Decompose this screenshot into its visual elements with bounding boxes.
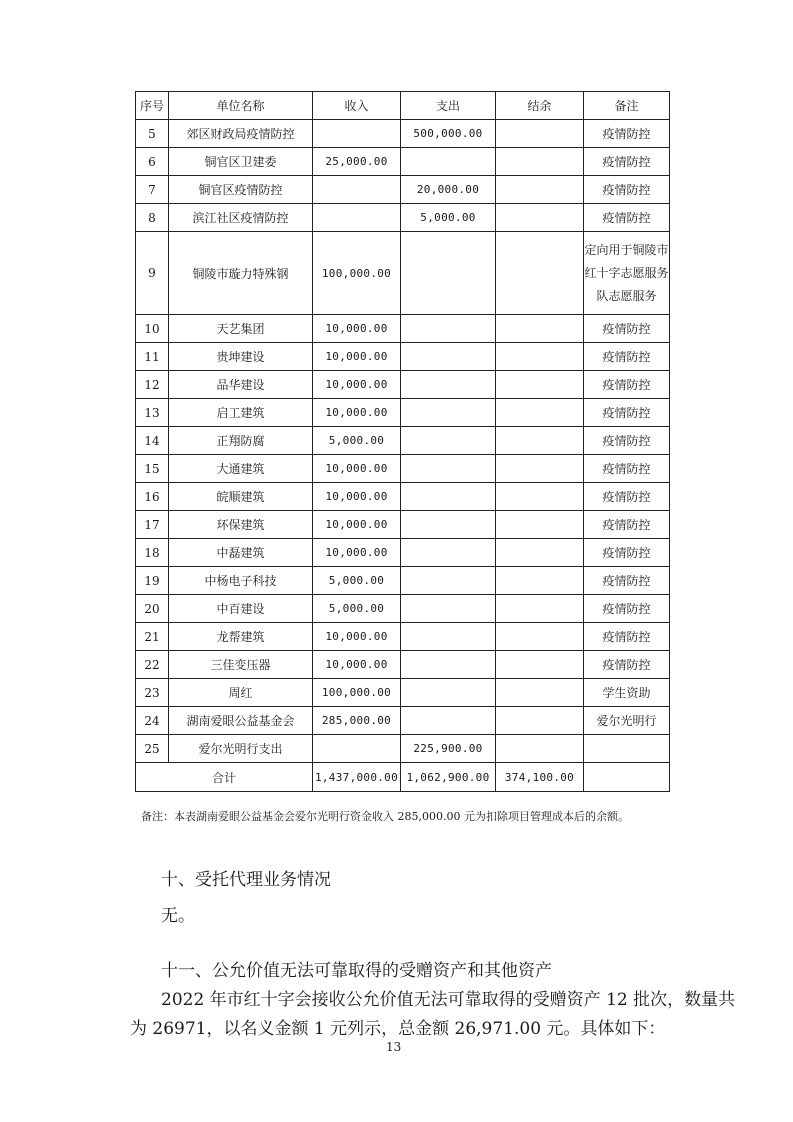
row-balance: [496, 679, 584, 707]
row-note: 定向用于铜陵市红十字志愿服务队志愿服务: [584, 232, 670, 315]
table-row: [136, 148, 670, 176]
table-row: [136, 679, 670, 707]
row-balance: [496, 595, 584, 623]
row-name: 中磊建筑: [169, 539, 313, 567]
total-income: 1,437,000.00: [313, 763, 401, 792]
row-balance: [496, 232, 584, 315]
table-row: [136, 567, 670, 595]
total-row: [136, 763, 670, 792]
row-no: 14: [136, 427, 169, 455]
row-expense: [401, 623, 496, 651]
row-balance: [496, 511, 584, 539]
row-note: 疫情防控: [584, 204, 670, 232]
row-no: 7: [136, 176, 169, 204]
row-note: 疫情防控: [584, 427, 670, 455]
row-name: 郊区财政局疫情防控: [169, 120, 313, 148]
row-income: [313, 204, 401, 232]
row-no: 23: [136, 679, 169, 707]
row-income: [313, 735, 401, 763]
row-name: 正翔防腐: [169, 427, 313, 455]
table-row: [136, 539, 670, 567]
row-name: 湖南爱眼公益基金会: [169, 707, 313, 735]
total-expense: 1,062,900.00: [401, 763, 496, 792]
row-note: 疫情防控: [584, 148, 670, 176]
row-income: 10,000.00: [313, 371, 401, 399]
row-expense: [401, 399, 496, 427]
row-income: 10,000.00: [313, 343, 401, 371]
row-note: 疫情防控: [584, 651, 670, 679]
row-balance: [496, 455, 584, 483]
row-balance: [496, 343, 584, 371]
row-note: 疫情防控: [584, 120, 670, 148]
row-no: 15: [136, 455, 169, 483]
row-expense: [401, 483, 496, 511]
row-balance: [496, 204, 584, 232]
table-body: [136, 120, 670, 763]
row-name: 铜官区疫情防控: [169, 176, 313, 204]
section-10-heading: 十、受托代理业务情况: [161, 870, 331, 890]
table-footnote: 备注：本表湖南爱眼公益基金会爱尔光明行资金收入 285,000.00 元为扣除项目管理成本后的余额。: [141, 810, 629, 823]
row-note: 疫情防控: [584, 539, 670, 567]
header-income: 收入: [313, 92, 401, 120]
row-no: 6: [136, 148, 169, 176]
table-row: [136, 735, 670, 763]
header-note: 备注: [584, 92, 670, 120]
row-name: 环保建筑: [169, 511, 313, 539]
row-no: 8: [136, 204, 169, 232]
section-11-heading: 十一、公允价值无法可靠取得的受赠资产和其他资产: [161, 961, 552, 981]
row-name: 爱尔光明行支出: [169, 735, 313, 763]
row-note: 疫情防控: [584, 483, 670, 511]
row-note: 学生资助: [584, 679, 670, 707]
row-no: 5: [136, 120, 169, 148]
row-no: 13: [136, 399, 169, 427]
row-income: 10,000.00: [313, 483, 401, 511]
row-no: 21: [136, 623, 169, 651]
section-11-line-1: 2022 年市红十字会接收公允价值无法可靠取得的受赠资产 12 批次，数量共: [161, 990, 736, 1010]
row-expense: [401, 511, 496, 539]
row-income: 5,000.00: [313, 427, 401, 455]
row-note: 疫情防控: [584, 623, 670, 651]
row-note: 疫情防控: [584, 511, 670, 539]
table-row: [136, 343, 670, 371]
row-expense: [401, 371, 496, 399]
row-no: 22: [136, 651, 169, 679]
table-header-row: [136, 92, 670, 120]
row-name: 天艺集团: [169, 315, 313, 343]
row-expense: [401, 595, 496, 623]
row-name: 皖顺建筑: [169, 483, 313, 511]
row-name: 中百建设: [169, 595, 313, 623]
row-balance: [496, 371, 584, 399]
row-income: 100,000.00: [313, 679, 401, 707]
row-expense: [401, 427, 496, 455]
row-expense: 20,000.00: [401, 176, 496, 204]
row-name: 贵坤建设: [169, 343, 313, 371]
row-income: 10,000.00: [313, 623, 401, 651]
row-no: 16: [136, 483, 169, 511]
table-row: [136, 455, 670, 483]
table-row: [136, 595, 670, 623]
header-balance: 结余: [496, 92, 584, 120]
table-row: [136, 427, 670, 455]
row-no: 11: [136, 343, 169, 371]
table-row: [136, 120, 670, 148]
row-balance: [496, 539, 584, 567]
row-name: 铜官区卫建委: [169, 148, 313, 176]
row-note: 疫情防控: [584, 371, 670, 399]
row-income: 10,000.00: [313, 539, 401, 567]
table-row: [136, 371, 670, 399]
row-income: 10,000.00: [313, 455, 401, 483]
row-name: 周红: [169, 679, 313, 707]
row-name: 三佳变压器: [169, 651, 313, 679]
row-name: 铜陵市璇力特殊钢: [169, 232, 313, 315]
row-name: 品华建设: [169, 371, 313, 399]
row-balance: [496, 623, 584, 651]
section-10-body: 无。: [161, 906, 195, 926]
row-income: 100,000.00: [313, 232, 401, 315]
row-income: [313, 176, 401, 204]
row-income: 10,000.00: [313, 399, 401, 427]
row-no: 20: [136, 595, 169, 623]
row-name: 大通建筑: [169, 455, 313, 483]
row-expense: [401, 679, 496, 707]
header-expense: 支出: [401, 92, 496, 120]
table-row: [136, 399, 670, 427]
table-row: [136, 623, 670, 651]
row-balance: [496, 399, 584, 427]
row-expense: [401, 455, 496, 483]
total-balance: 374,100.00: [496, 763, 584, 792]
row-note: 疫情防控: [584, 567, 670, 595]
row-no: 19: [136, 567, 169, 595]
row-expense: [401, 651, 496, 679]
row-income: 10,000.00: [313, 651, 401, 679]
row-balance: [496, 176, 584, 204]
row-note: 爱尔光明行: [584, 707, 670, 735]
row-name: 龙帮建筑: [169, 623, 313, 651]
row-no: 25: [136, 735, 169, 763]
table-row: [136, 315, 670, 343]
row-note: 疫情防控: [584, 595, 670, 623]
row-note: 疫情防控: [584, 176, 670, 204]
row-no: 9: [136, 232, 169, 315]
row-expense: [401, 315, 496, 343]
row-balance: [496, 148, 584, 176]
row-no: 12: [136, 371, 169, 399]
row-balance: [496, 483, 584, 511]
row-income: 10,000.00: [313, 315, 401, 343]
row-balance: [496, 427, 584, 455]
row-income: 5,000.00: [313, 595, 401, 623]
row-no: 17: [136, 511, 169, 539]
row-no: 10: [136, 315, 169, 343]
table-row: [136, 176, 670, 204]
row-expense: [401, 343, 496, 371]
table-row: [136, 707, 670, 735]
row-note: [584, 735, 670, 763]
row-name: 中杨电子科技: [169, 567, 313, 595]
table-row: [136, 232, 670, 315]
table-row: [136, 204, 670, 232]
row-name: 滨江社区疫情防控: [169, 204, 313, 232]
table-row: [136, 511, 670, 539]
row-income: 10,000.00: [313, 511, 401, 539]
row-balance: [496, 735, 584, 763]
row-balance: [496, 120, 584, 148]
row-balance: [496, 651, 584, 679]
row-expense: [401, 148, 496, 176]
section-11-line-2: 为 26971，以名义金额 1 元列示，总金额 26,971.00 元。具体如下：: [130, 1019, 666, 1039]
header-no: 序号: [136, 92, 169, 120]
row-expense: [401, 539, 496, 567]
row-no: 24: [136, 707, 169, 735]
row-income: 25,000.00: [313, 148, 401, 176]
row-note: 疫情防控: [584, 343, 670, 371]
total-note: [584, 763, 670, 792]
row-expense: 225,900.00: [401, 735, 496, 763]
row-expense: [401, 232, 496, 315]
row-balance: [496, 315, 584, 343]
row-balance: [496, 567, 584, 595]
table-row: [136, 651, 670, 679]
row-income: [313, 120, 401, 148]
row-balance: [496, 707, 584, 735]
row-income: 5,000.00: [313, 567, 401, 595]
table-row: [136, 483, 670, 511]
header-name: 单位名称: [169, 92, 313, 120]
donation-table: [135, 91, 670, 792]
row-expense: 500,000.00: [401, 120, 496, 148]
page-number: 13: [386, 1040, 402, 1054]
row-expense: 5,000.00: [401, 204, 496, 232]
row-note: 疫情防控: [584, 399, 670, 427]
row-name: 启工建筑: [169, 399, 313, 427]
row-expense: [401, 567, 496, 595]
row-expense: [401, 707, 496, 735]
row-income: 285,000.00: [313, 707, 401, 735]
row-no: 18: [136, 539, 169, 567]
row-note: 疫情防控: [584, 315, 670, 343]
row-note: 疫情防控: [584, 455, 670, 483]
total-label: 合计: [136, 763, 313, 792]
